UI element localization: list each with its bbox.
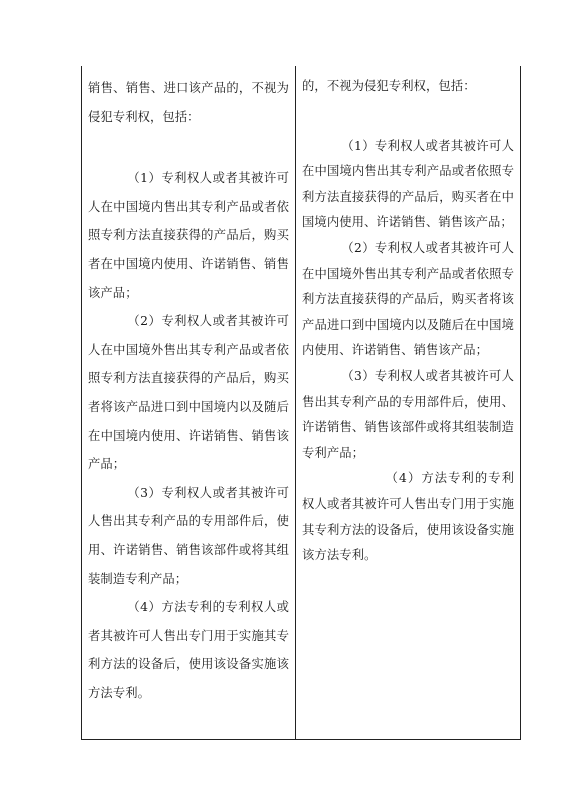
- left-paragraph-item-4: （4）方法专利的专利权人或者其被许可人售出专门用于实施其专利方法的设备后，使用该设备实施该方法专利。: [88, 600, 290, 700]
- left-paragraph-item-3: （3）专利权人或者其被许可人售出其专利产品的专用部件后，使用、许诺销售、销售该部件或将其组装制造专利产品；: [88, 485, 290, 586]
- right-paragraph-item-4: （4）方法专利的专利权人或者其被许可人售出专门用于实施其专利方法的设备后，使用该设备实施该方法专利。: [302, 471, 514, 563]
- right-paragraph-item-3: （3）专利权人或者其被许可人售出其专利产品的专用部件后，使用、许诺销售、销售该部件或将其组装制造专利产品；: [302, 368, 514, 460]
- left-paragraph-intro: 销售、销售、进口该产品的，不视为侵犯专利权，包括：: [88, 81, 290, 124]
- right-paragraph-intro: 的，不视为侵犯专利权，包括：: [302, 79, 476, 93]
- left-column: [82, 66, 296, 739]
- right-paragraph-item-1: （1）专利权人或者其被许可人在中国境内售出其专利产品或者依照专利方法直接获得的产品后，购买者在中国境内使用、许诺销售、销售该产品；: [302, 138, 514, 230]
- right-column: [296, 66, 520, 739]
- left-paragraph-item-2: （2）专利权人或者其被许可人在中国境外售出其专利产品或者依照专利方法直接获得的产品后，购买者将该产品进口到中国境内以及随后在中国境内使用、许诺销售、销售该产品；: [88, 314, 290, 472]
- right-paragraph-item-2: （2）专利权人或者其被许可人在中国境外售出其专利产品或者依照专利方法直接获得的产品后，购买者将该产品进口到中国境内以及随后在中国境内使用、许诺销售、销售该产品；: [302, 240, 514, 358]
- comparison-table: [81, 66, 521, 740]
- left-paragraph-item-1: （1）专利权人或者其被许可人在中国境内售出其专利产品或者依照专利方法直接获得的产品后，购买者在中国境内使用、许诺销售、销售该产品；: [88, 171, 290, 300]
